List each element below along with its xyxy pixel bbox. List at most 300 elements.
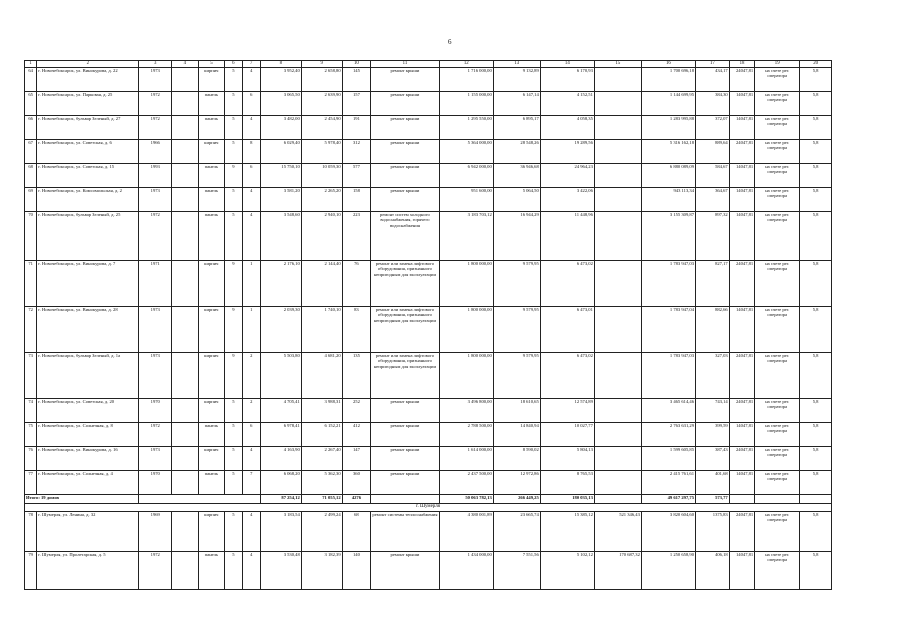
row-number-cell: 77 <box>25 471 37 495</box>
row-number-cell: 71 <box>25 261 37 307</box>
funding-method-cell: на счете рег. оператора <box>755 188 800 212</box>
entrances-cell: 2 <box>242 353 260 399</box>
total-area-cell: 3 183,54 <box>260 512 301 552</box>
cost-col-13-cell: 12 972,86 <box>493 471 540 495</box>
table-row <box>25 447 832 471</box>
work-type-cell: ремонт крыши <box>371 447 439 471</box>
empty-cell <box>755 495 800 504</box>
cost-col-14-cell: 12 574,89 <box>540 399 594 423</box>
funding-method-cell: на счете рег. оператора <box>755 399 800 423</box>
wall-material-cell: кирпич <box>198 353 225 399</box>
period-cell: 5,8 <box>800 261 832 307</box>
table-row <box>25 307 832 353</box>
residential-area-cell: 4 681,20 <box>301 353 342 399</box>
period-cell: 5,8 <box>800 471 832 495</box>
total-cost-cell: 1 800 000,00 <box>439 353 493 399</box>
cost-col-13-cell: 8 590,02 <box>493 447 540 471</box>
residents-cell: 140 <box>342 552 371 590</box>
entrances-cell: 1 <box>242 307 260 353</box>
floors-cell: 9 <box>225 261 242 307</box>
column-number: 5 <box>198 61 225 68</box>
cost-col-15-cell <box>594 164 641 188</box>
col-4-cell <box>172 116 199 140</box>
floors-cell: 5 <box>225 212 242 261</box>
year-built-cell: 1966 <box>139 140 172 164</box>
unit-cost-cell: 364,67 <box>696 188 730 212</box>
row-number-cell: 66 <box>25 116 37 140</box>
address-cell: г. Новочебоксарск, ул. Советская, д. 15 <box>37 164 139 188</box>
residential-area-cell: 2 658,80 <box>301 68 342 92</box>
period-cell: 5,8 <box>800 552 832 590</box>
floors-cell: 5 <box>225 447 242 471</box>
funding-method-cell: на счете рег. оператора <box>755 116 800 140</box>
column-number: 9 <box>301 61 342 68</box>
max-unit-cost-cell: 24047,81 <box>729 140 755 164</box>
empty-cell <box>594 495 641 504</box>
residential-area-cell: 2 940,10 <box>301 212 342 261</box>
row-number-cell: 69 <box>25 188 37 212</box>
address-cell: г. Новочебоксарск, ул. Винокурова, д. 7 <box>37 261 139 307</box>
max-unit-cost-cell: 14047,81 <box>729 307 755 353</box>
residential-area-cell: 3 988,31 <box>301 399 342 423</box>
table-row <box>25 68 832 92</box>
cost-col-13-cell: 36 946,68 <box>493 164 540 188</box>
col-4-cell <box>172 447 199 471</box>
cost-col-16-cell: 1 783 947,04 <box>641 307 695 353</box>
floors-cell: 9 <box>225 307 242 353</box>
wall-material-cell: панель <box>198 188 225 212</box>
cost-col-16-cell: 3 155 309,87 <box>641 212 695 261</box>
cost-col-15-cell <box>594 188 641 212</box>
year-built-cell: 1969 <box>139 512 172 552</box>
col-4-cell <box>172 92 199 116</box>
max-unit-cost-cell: 24047,81 <box>729 399 755 423</box>
col-4-cell <box>172 552 199 590</box>
max-unit-cost-cell: 24047,81 <box>729 261 755 307</box>
period-cell: 5,8 <box>800 140 832 164</box>
unit-cost-cell: 406,18 <box>696 552 730 590</box>
total-area: 87 254,12 <box>260 495 301 504</box>
period-cell: 5,8 <box>800 116 832 140</box>
period-cell: 5,8 <box>800 307 832 353</box>
wall-material-cell: кирпич <box>198 307 225 353</box>
cost-col-15-cell <box>594 423 641 447</box>
total-col-14: 180 035,13 <box>540 495 594 504</box>
column-number: 17 <box>696 61 730 68</box>
total-area-cell: 2 039,30 <box>260 307 301 353</box>
wall-material-cell: кирпич <box>198 512 225 552</box>
total-residents: 4276 <box>342 495 371 504</box>
row-number-cell: 64 <box>25 68 37 92</box>
wall-material-cell: кирпич <box>198 447 225 471</box>
entrances-cell: 4 <box>242 212 260 261</box>
capital-repair-table <box>24 60 832 590</box>
wall-material-cell: панель <box>198 212 225 261</box>
address-cell: г. Шумерля, ул. Ленина, д. 32 <box>37 512 139 552</box>
residents-cell: 76 <box>342 261 371 307</box>
total-cost-cell: 3 496 800,00 <box>439 399 493 423</box>
cost-col-13-cell: 6 895,17 <box>493 116 540 140</box>
total-cost-cell: 5 364 000,00 <box>439 140 493 164</box>
cost-col-14-cell: 15 385,12 <box>540 512 594 552</box>
cost-col-14-cell: 6 170,93 <box>540 68 594 92</box>
period-cell: 5,8 <box>800 423 832 447</box>
row-number-cell: 76 <box>25 447 37 471</box>
year-built-cell: 1971 <box>139 261 172 307</box>
cost-col-15-cell <box>594 399 641 423</box>
unit-cost-cell: 399,59 <box>696 423 730 447</box>
residential-area-cell: 1 740,10 <box>301 307 342 353</box>
address-cell: г. Новочебоксарск, бульвар Зеленый, д. 27 <box>37 116 139 140</box>
max-unit-cost-cell: 14047,81 <box>729 188 755 212</box>
unit-cost-cell: 327,03 <box>696 353 730 399</box>
column-number: 6 <box>225 61 242 68</box>
work-type-cell: ремонт крыши <box>371 68 439 92</box>
work-type-cell: ремонт систем холодного водоснабжения, горячего водоснабжения <box>371 212 439 261</box>
cost-col-13-cell: 7 551,56 <box>493 552 540 590</box>
cost-col-13-cell: 14 840,94 <box>493 423 540 447</box>
cost-col-16-cell: 1 700 696,18 <box>641 68 695 92</box>
column-number: 8 <box>260 61 301 68</box>
total-unit-cost: 573,77 <box>696 495 730 504</box>
col-4-cell <box>172 212 199 261</box>
row-number-cell: 72 <box>25 307 37 353</box>
entrances-cell: 6 <box>242 164 260 188</box>
cost-col-15-cell <box>594 140 641 164</box>
row-number-cell: 78 <box>25 512 37 552</box>
unit-cost-cell: 584,67 <box>696 164 730 188</box>
residential-area-cell: 2 265,20 <box>301 188 342 212</box>
year-built-cell: 1973 <box>139 68 172 92</box>
table-row <box>25 399 832 423</box>
empty-cell <box>729 495 755 504</box>
residents-cell: 312 <box>342 140 371 164</box>
cost-col-16-cell: 1 144 699,95 <box>641 92 695 116</box>
cost-col-13-cell: 16 944,29 <box>493 212 540 261</box>
cost-col-16-cell: 2 763 631,29 <box>641 423 695 447</box>
col-4-cell <box>172 140 199 164</box>
total-area-cell: 3 530,48 <box>260 552 301 590</box>
residential-area-cell: 2 267,40 <box>301 447 342 471</box>
cost-col-15-cell: 170 687,32 <box>594 552 641 590</box>
total-cost-cell: 1 614 000,00 <box>439 447 493 471</box>
cost-col-14-cell: 6 473,01 <box>540 307 594 353</box>
column-number: 16 <box>641 61 695 68</box>
table-row <box>25 116 832 140</box>
period-cell: 5,8 <box>800 164 832 188</box>
residents-cell: 157 <box>342 92 371 116</box>
work-type-cell: ремонт крыши <box>371 552 439 590</box>
residents-cell: 145 <box>342 68 371 92</box>
wall-material-cell: панель <box>198 552 225 590</box>
column-number: 12 <box>439 61 493 68</box>
work-type-cell: ремонт крыши <box>371 471 439 495</box>
residents-cell: 252 <box>342 399 371 423</box>
col-4-cell <box>172 307 199 353</box>
table-row <box>25 423 832 447</box>
cost-col-16-cell: 3 465 614,46 <box>641 399 695 423</box>
wall-material-cell: кирпич <box>198 261 225 307</box>
table-row <box>25 164 832 188</box>
residential-area-cell: 6 152,21 <box>301 423 342 447</box>
period-cell: 5,8 <box>800 512 832 552</box>
wall-material-cell: панель <box>198 423 225 447</box>
total-cost-cell: 2 788 500,00 <box>439 423 493 447</box>
cost-col-16-cell: 943 113,34 <box>641 188 695 212</box>
column-number: 1 <box>25 61 37 68</box>
address-cell: г. Новочебоксарск, ул. Советская, д. 20 <box>37 399 139 423</box>
unit-cost-cell: 897,32 <box>696 212 730 261</box>
column-number: 3 <box>139 61 172 68</box>
row-number-cell: 74 <box>25 399 37 423</box>
cost-col-13-cell: 9 579,95 <box>493 353 540 399</box>
cost-col-13-cell: 6 147,14 <box>493 92 540 116</box>
residential-area-cell: 3 182,39 <box>301 552 342 590</box>
max-unit-cost-cell: 14047,81 <box>729 423 755 447</box>
unit-cost-cell: 384,30 <box>696 92 730 116</box>
cost-col-15-cell <box>594 447 641 471</box>
wall-material-cell: панель <box>198 471 225 495</box>
residential-area-cell: 5 978,40 <box>301 140 342 164</box>
column-number: 10 <box>342 61 371 68</box>
total-cost-cell: 1 800 000,00 <box>439 261 493 307</box>
total-cost-cell: 4 380 001,89 <box>439 512 493 552</box>
residential-area-cell: 2 454,90 <box>301 116 342 140</box>
year-built-cell: 1993 <box>139 164 172 188</box>
empty-cell <box>800 495 832 504</box>
floors-cell: 5 <box>225 552 242 590</box>
unit-cost-cell: 889,64 <box>696 140 730 164</box>
address-cell: г. Новочебоксарск, ул. Советская, д. 6 <box>37 140 139 164</box>
funding-method-cell: на счете рег. оператора <box>755 212 800 261</box>
wall-material-cell: кирпич <box>198 68 225 92</box>
cost-col-14-cell: 24 964,23 <box>540 164 594 188</box>
funding-method-cell: на счете рег. оператора <box>755 92 800 116</box>
address-cell: г. Новочебоксарск, ул. Винокурова, д. 22 <box>37 68 139 92</box>
unit-cost-cell: 387,43 <box>696 447 730 471</box>
total-cost-cell: 1 716 000,00 <box>439 68 493 92</box>
total-cost-cell: 3 183 703,12 <box>439 212 493 261</box>
cost-col-16-cell: 6 880 089,09 <box>641 164 695 188</box>
address-cell: г. Новочебоксарск, бульвар Зеленый, д. 1а <box>37 353 139 399</box>
row-number-cell: 75 <box>25 423 37 447</box>
wall-material-cell: панель <box>198 116 225 140</box>
year-built-cell: 1972 <box>139 92 172 116</box>
column-number: 13 <box>493 61 540 68</box>
floors-cell: 5 <box>225 399 242 423</box>
row-number-cell: 70 <box>25 212 37 261</box>
cost-col-13-cell: 9 579,95 <box>493 261 540 307</box>
unit-cost-cell: 372,07 <box>696 116 730 140</box>
floors-cell: 5 <box>225 471 242 495</box>
total-cost-cell: 1 295 550,00 <box>439 116 493 140</box>
unit-cost-cell: 401,68 <box>696 471 730 495</box>
total-area-cell: 15 750,10 <box>260 164 301 188</box>
total-row <box>25 495 832 504</box>
residents-cell: 83 <box>342 307 371 353</box>
year-built-cell: 1972 <box>139 423 172 447</box>
period-cell: 5,8 <box>800 353 832 399</box>
row-number-cell: 79 <box>25 552 37 590</box>
floors-cell: 5 <box>225 116 242 140</box>
unit-cost-cell: 1375,83 <box>696 512 730 552</box>
cost-col-15-cell <box>594 212 641 261</box>
col-4-cell <box>172 471 199 495</box>
cost-col-15-cell <box>594 471 641 495</box>
entrances-cell: 7 <box>242 471 260 495</box>
residential-area-cell: 2 499,24 <box>301 512 342 552</box>
column-number: 19 <box>755 61 800 68</box>
column-number: 11 <box>371 61 439 68</box>
funding-method-cell: на счете рег. оператора <box>755 471 800 495</box>
cost-col-16-cell: 1 783 947,03 <box>641 353 695 399</box>
cost-col-14-cell: 5 102,12 <box>540 552 594 590</box>
total-area-cell: 6 029,40 <box>260 140 301 164</box>
max-unit-cost-cell: 14047,81 <box>729 552 755 590</box>
year-built-cell: 1970 <box>139 399 172 423</box>
cost-col-14-cell: 3 422,06 <box>540 188 594 212</box>
work-type-cell: ремонт или замена лифтового оборудования, признанного непригодным для эксплуатации <box>371 261 439 307</box>
floors-cell: 5 <box>225 140 242 164</box>
wall-material-cell: кирпич <box>198 399 225 423</box>
entrances-cell: 6 <box>242 92 260 116</box>
cost-col-13-cell: 9 132,89 <box>493 68 540 92</box>
col-4-cell <box>172 188 199 212</box>
floors-cell: 9 <box>225 353 242 399</box>
total-area-cell: 3 581,20 <box>260 188 301 212</box>
cost-col-13-cell: 18 610,65 <box>493 399 540 423</box>
address-cell: г. Шумерля, ул. Пролетарская, д. 5 <box>37 552 139 590</box>
cost-col-14-cell: 6 473,02 <box>540 353 594 399</box>
total-col-13: 266 449,25 <box>493 495 540 504</box>
entrances-cell: 4 <box>242 512 260 552</box>
residents-cell: 135 <box>342 353 371 399</box>
total-cost-cell: 6 942 000,00 <box>439 164 493 188</box>
section-row <box>25 504 832 512</box>
funding-method-cell: на счете рег. оператора <box>755 423 800 447</box>
wall-material-cell: кирпич <box>198 140 225 164</box>
period-cell: 5,8 <box>800 212 832 261</box>
address-cell: г. Новочебоксарск, ул. Солнечная, д. 4 <box>37 471 139 495</box>
cost-col-14-cell: 4 152,51 <box>540 92 594 116</box>
entrances-cell: 6 <box>242 423 260 447</box>
funding-method-cell: на счете рег. оператора <box>755 447 800 471</box>
total-cost: 50 063 782,13 <box>439 495 493 504</box>
work-type-cell: ремонт системы теплоснабжения <box>371 512 439 552</box>
funding-method-cell: на счете рег. оператора <box>755 307 800 353</box>
cost-col-16-cell: 2 415 761,61 <box>641 471 695 495</box>
floors-cell: 5 <box>225 423 242 447</box>
table-row <box>25 188 832 212</box>
cost-col-15-cell: 521 346,43 <box>594 512 641 552</box>
cost-col-15-cell <box>594 92 641 116</box>
row-number-cell: 65 <box>25 92 37 116</box>
col-4-cell <box>172 68 199 92</box>
column-number: 14 <box>540 61 594 68</box>
cost-col-14-cell: 10 027,77 <box>540 423 594 447</box>
residents-cell: 223 <box>342 212 371 261</box>
total-area-cell: 5 503,80 <box>260 353 301 399</box>
cost-col-13-cell: 23 665,74 <box>493 512 540 552</box>
row-number-cell: 68 <box>25 164 37 188</box>
entrances-cell: 4 <box>242 188 260 212</box>
residents-cell: 577 <box>342 164 371 188</box>
max-unit-cost-cell: 14047,81 <box>729 116 755 140</box>
address-cell: г. Новочебоксарск, ул. Винокурова, д. 16 <box>37 447 139 471</box>
empty-cell <box>139 495 261 504</box>
entrances-cell: 8 <box>242 140 260 164</box>
total-area-cell: 3 482,00 <box>260 116 301 140</box>
total-cost-cell: 1 800 000,00 <box>439 307 493 353</box>
col-4-cell <box>172 164 199 188</box>
year-built-cell: 1973 <box>139 447 172 471</box>
funding-method-cell: на счете рег. оператора <box>755 512 800 552</box>
max-unit-cost-cell: 24047,81 <box>729 353 755 399</box>
cost-col-13-cell: 9 579,95 <box>493 307 540 353</box>
funding-method-cell: на счете рег. оператора <box>755 164 800 188</box>
funding-method-cell: на счете рег. оператора <box>755 261 800 307</box>
residents-cell: 360 <box>342 471 371 495</box>
page-number: 6 <box>448 38 452 46</box>
total-area-cell: 2 176,10 <box>260 261 301 307</box>
total-area-cell: 4 163,90 <box>260 447 301 471</box>
table-row <box>25 353 832 399</box>
funding-method-cell: на счете рег. оператора <box>755 68 800 92</box>
total-col-16: 49 617 297,75 <box>641 495 695 504</box>
funding-method-cell: на счете рег. оператора <box>755 353 800 399</box>
total-cost-cell: 2 437 500,00 <box>439 471 493 495</box>
residents-cell: 191 <box>342 116 371 140</box>
column-number: 18 <box>729 61 755 68</box>
unit-cost-cell: 434,17 <box>696 68 730 92</box>
cost-col-14-cell: 6 473,02 <box>540 261 594 307</box>
work-type-cell: ремонт или замена лифтового оборудования, признанного непригодным для эксплуатации <box>371 353 439 399</box>
cost-col-14-cell: 5 804,13 <box>540 447 594 471</box>
total-cost-cell: 951 600,00 <box>439 188 493 212</box>
col-4-cell <box>172 512 199 552</box>
residents-cell: 147 <box>342 447 371 471</box>
total-cost-cell: 1 155 000,00 <box>439 92 493 116</box>
total-cost-cell: 1 434 000,00 <box>439 552 493 590</box>
table-row <box>25 212 832 261</box>
total-area-cell: 3 065,50 <box>260 92 301 116</box>
residents-cell: 412 <box>342 423 371 447</box>
cost-col-15-cell <box>594 116 641 140</box>
cost-col-14-cell: 11 448,96 <box>540 212 594 261</box>
entrances-cell: 4 <box>242 116 260 140</box>
address-cell: г. Новочебоксарск, бульвар Зеленый, д. 25 <box>37 212 139 261</box>
col-4-cell <box>172 399 199 423</box>
col-4-cell <box>172 353 199 399</box>
cost-col-13-cell: 5 064,50 <box>493 188 540 212</box>
table-row <box>25 92 832 116</box>
max-unit-cost-cell: 14047,81 <box>729 471 755 495</box>
cost-col-15-cell <box>594 261 641 307</box>
col-4-cell <box>172 261 199 307</box>
table-row <box>25 552 832 590</box>
residents-cell: 68 <box>342 512 371 552</box>
cost-col-14-cell: 4 058,35 <box>540 116 594 140</box>
max-unit-cost-cell: 24047,81 <box>729 512 755 552</box>
max-unit-cost-cell: 24047,81 <box>729 68 755 92</box>
cost-col-15-cell <box>594 68 641 92</box>
address-cell: г. Новочебоксарск, ул. Солнечная, д. 8 <box>37 423 139 447</box>
table-row <box>25 512 832 552</box>
year-built-cell: 1972 <box>139 116 172 140</box>
cost-col-14-cell: 8 765,53 <box>540 471 594 495</box>
total-label: Итого: 19 домов <box>25 495 139 504</box>
cost-col-13-cell: 28 548,26 <box>493 140 540 164</box>
